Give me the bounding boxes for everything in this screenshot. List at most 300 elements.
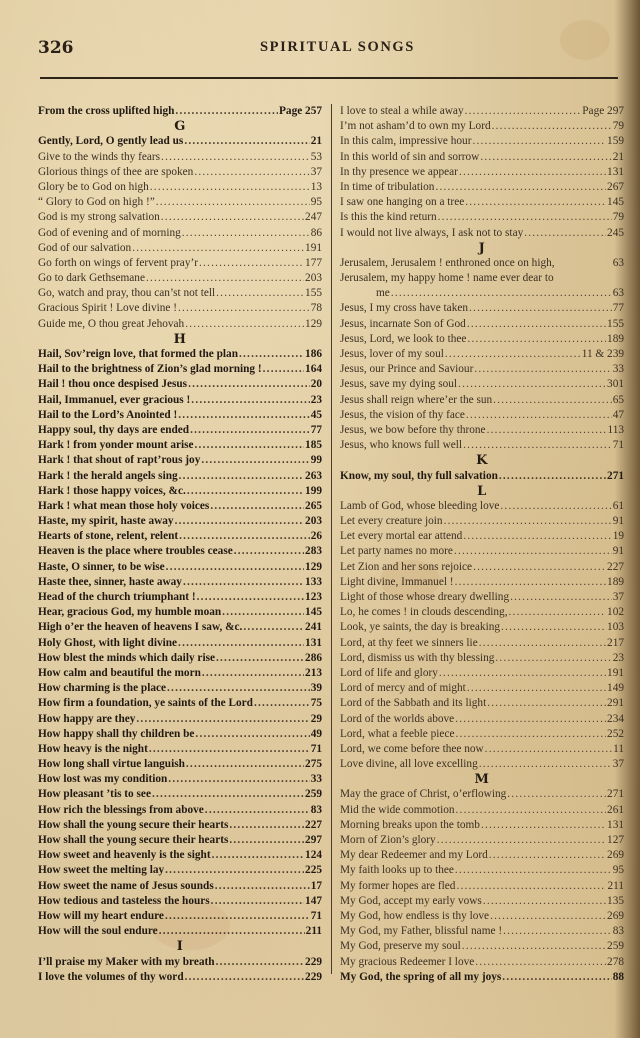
index-entry <box>340 119 624 134</box>
index-entry <box>340 286 624 301</box>
hymn-title: Haste, my spirit, haste away <box>38 515 174 528</box>
index-entry <box>38 134 322 149</box>
index-entry <box>340 696 624 711</box>
dot-leader <box>185 317 304 332</box>
dot-leader <box>186 757 304 772</box>
hymn-title: Lord, at thy feet we sinners lie <box>340 636 478 649</box>
dot-leader <box>492 119 612 134</box>
index-entry <box>38 408 322 423</box>
page-reference: 79 <box>612 211 624 224</box>
page-reference: 129 <box>305 560 322 573</box>
index-entry <box>340 879 624 894</box>
page-reference: 17 <box>310 879 322 892</box>
page-reference: 135 <box>607 894 624 907</box>
dot-leader <box>201 453 309 468</box>
index-entry <box>340 909 624 924</box>
index-entry <box>340 134 624 149</box>
dot-leader <box>469 301 612 316</box>
page-reference: 265 <box>305 499 322 512</box>
page-reference: 21 <box>612 150 624 163</box>
dot-leader <box>182 226 310 241</box>
index-entry <box>38 529 322 544</box>
dot-leader <box>195 438 305 453</box>
dot-leader <box>175 104 278 119</box>
page-reference: 77 <box>310 423 322 436</box>
dot-leader <box>178 636 304 651</box>
index-column-left <box>38 104 322 985</box>
index-entry <box>340 666 624 681</box>
dot-leader <box>263 362 304 377</box>
dot-leader <box>222 605 304 620</box>
dot-leader <box>175 514 304 529</box>
hymn-title: How will my heart endure <box>38 909 164 922</box>
hymn-title: Give to the winds thy fears <box>38 150 161 163</box>
hymn-title: How long shall virtue languish <box>38 758 185 771</box>
dot-leader <box>503 924 612 939</box>
dot-leader <box>524 226 606 241</box>
dot-leader <box>459 165 606 180</box>
running-title: SPIRITUAL SONGS <box>260 39 415 55</box>
index-entry <box>340 362 624 377</box>
hymn-title: Jesus, save my dying soul <box>340 378 458 391</box>
index-entry <box>340 712 624 727</box>
dot-leader <box>455 863 612 878</box>
section-letter: M <box>474 772 490 788</box>
dot-leader <box>466 408 612 423</box>
section-letter: I <box>176 939 184 955</box>
page-reference: 75 <box>310 697 322 710</box>
page-reference: 86 <box>310 226 322 239</box>
index-entry <box>340 955 624 970</box>
dot-leader <box>229 818 304 833</box>
hymn-title: High o’er the heaven of heavens I saw, &c. <box>38 621 243 634</box>
dot-leader <box>500 499 611 514</box>
page-reference: 113 <box>607 423 624 436</box>
section-letter: H <box>173 331 187 347</box>
index-entry <box>38 620 322 635</box>
page-reference: 227 <box>305 818 322 831</box>
hymn-title: Lord, we come before thee now <box>340 742 484 755</box>
hymn-title: How happy shall thy children be <box>38 727 195 740</box>
dot-leader <box>190 423 310 438</box>
page-reference: 155 <box>607 317 624 330</box>
hymn-title: Holy Ghost, with light divine <box>38 636 178 649</box>
index-entry <box>340 271 624 286</box>
hymn-title: “ Glory to God on high !” <box>38 196 155 209</box>
index-entry <box>340 332 624 347</box>
dot-leader <box>191 393 309 408</box>
page-reference: 123 <box>305 591 322 603</box>
index-entry <box>38 499 322 514</box>
hymn-title: Head of the church triumphant ! <box>38 591 196 603</box>
page-reference: 129 <box>305 317 322 330</box>
page-reference: 164 <box>305 363 322 376</box>
index-entry <box>38 651 322 666</box>
page-reference: 278 <box>607 955 624 968</box>
dot-leader <box>195 727 309 742</box>
page-reference: 189 <box>607 575 624 588</box>
index-entry <box>38 727 322 742</box>
page-reference: 45 <box>310 408 322 421</box>
hymn-title: How shall the young secure their hearts <box>38 834 229 846</box>
index-entry <box>38 833 322 848</box>
page-reference: 211 <box>607 879 624 892</box>
index-entry <box>340 894 624 909</box>
page-reference: 79 <box>612 120 624 133</box>
index-entry <box>340 590 624 605</box>
index-entry <box>340 150 624 165</box>
page-reference: 213 <box>305 666 322 679</box>
index-entry <box>340 636 624 651</box>
page-reference: 203 <box>305 515 322 528</box>
page-reference: 203 <box>305 272 322 285</box>
dot-leader <box>473 560 606 575</box>
page-reference: 63 <box>612 256 624 269</box>
hymn-title: My God, accept my early vows <box>340 894 482 907</box>
dot-leader <box>495 651 611 666</box>
hymn-title: Light of those whose dreary dwelling <box>340 591 510 603</box>
dot-leader <box>166 560 304 575</box>
column-divider <box>331 104 332 974</box>
hymn-title: Know, my soul, thy full salvation <box>340 469 498 482</box>
hymn-title: How lost was my condition <box>38 773 168 786</box>
hymn-title: Jerusalem, my happy home ! name ever dear to <box>340 272 554 285</box>
hymn-title: Lord of life and glory <box>340 666 438 679</box>
hymn-title: Haste thee, sinner, haste away <box>38 575 182 588</box>
hymn-title: I saw one hanging on a tree <box>340 196 465 209</box>
hymn-title: Hark ! from yonder mount arise <box>38 439 194 452</box>
index-entry <box>38 453 322 468</box>
page-reference: 269 <box>607 909 624 922</box>
dot-leader <box>391 286 612 301</box>
page-reference: 37 <box>612 758 624 771</box>
page-reference: 23 <box>612 651 624 664</box>
page-reference: 271 <box>607 788 624 801</box>
hymn-title: My dear Redeemer and my Lord <box>340 849 488 862</box>
page-reference: 127 <box>607 834 624 846</box>
hymn-title: Hail to the brightness of Zion’s glad morning ! <box>38 363 262 376</box>
dot-leader <box>455 727 606 742</box>
dot-leader <box>216 286 304 301</box>
dot-leader <box>210 499 304 514</box>
page-reference: 83 <box>310 803 322 816</box>
index-entry <box>38 909 322 924</box>
hymn-title: How sweet the melting lay <box>38 864 165 877</box>
hymn-title: Hail to the Lord’s Anointed ! <box>38 408 178 421</box>
page-reference: 271 <box>607 469 624 482</box>
hymn-title: How blest the minds which daily rise <box>38 651 215 664</box>
page-reference: 88 <box>612 970 624 983</box>
page-reference: 227 <box>607 560 624 573</box>
page-reference: 241 <box>305 621 322 634</box>
index-entry <box>38 787 322 802</box>
hymn-title: Lord of the worlds above <box>340 712 455 725</box>
page-reference: 11 & 239 <box>581 348 624 360</box>
index-entry <box>340 787 624 802</box>
hymn-title: Go, watch and pray, thou can’st not tell <box>38 287 216 300</box>
dot-leader <box>229 833 304 848</box>
hymn-title: My God, my Father, blissful name ! <box>340 925 503 938</box>
page-reference: 49 <box>310 727 322 740</box>
hymn-title: In thy presence we appear <box>340 165 458 178</box>
hymn-title: I love to steal a while away <box>340 105 464 117</box>
dot-leader <box>234 544 304 559</box>
page-reference: Page 297 <box>582 105 624 117</box>
hymn-title: Heaven is the place where troubles cease <box>38 545 233 558</box>
index-entry <box>340 939 624 954</box>
index-entry <box>38 241 322 256</box>
index-entry <box>340 681 624 696</box>
hymn-title: Hearts of stone, relent, relent <box>38 530 179 543</box>
page-reference: 103 <box>607 621 624 634</box>
dot-leader <box>456 879 606 894</box>
index-entry <box>38 605 322 620</box>
dot-leader <box>465 104 582 119</box>
page-reference: 33 <box>310 773 322 786</box>
dot-leader <box>179 529 310 544</box>
index-entry <box>38 469 322 484</box>
hymn-title: God of our salvation <box>38 241 132 254</box>
page-reference: 91 <box>612 515 624 528</box>
page-reference: 229 <box>305 970 322 983</box>
dot-leader <box>188 377 310 392</box>
hymn-title: How shall the young secure their hearts <box>38 818 229 831</box>
hymn-title: I’ll praise my Maker with my breath <box>38 955 215 968</box>
page-reference: 177 <box>305 256 322 269</box>
page-reference: 102 <box>607 606 624 619</box>
dot-leader <box>178 301 310 316</box>
dot-leader <box>467 681 606 696</box>
dot-leader <box>474 362 611 377</box>
page-reference: 211 <box>305 925 322 938</box>
index-entry <box>340 393 624 408</box>
dot-leader <box>487 423 607 438</box>
page-reference: 71 <box>310 909 322 922</box>
hymn-title: Hark ! the herald angels sing <box>38 469 178 482</box>
index-entry <box>340 544 624 559</box>
page-reference: 91 <box>612 545 624 558</box>
index-entry <box>340 970 624 985</box>
index-entry <box>38 256 322 271</box>
page-reference: 297 <box>305 834 322 846</box>
page-reference: 131 <box>607 818 624 831</box>
dot-leader <box>205 803 310 818</box>
index-entry <box>340 742 624 757</box>
hymn-title: Jerusalem, Jerusalem ! enthroned once on high, <box>340 256 555 269</box>
dot-leader <box>136 712 309 727</box>
hymn-title: How rich the blessings from above <box>38 803 204 816</box>
page-reference: 65 <box>612 393 624 406</box>
index-entry <box>340 529 624 544</box>
page-reference: 95 <box>310 196 322 209</box>
index-entry <box>38 393 322 408</box>
page-reference: 301 <box>607 378 624 391</box>
dot-leader <box>493 393 612 408</box>
dot-leader <box>444 514 612 529</box>
page-reference: 263 <box>305 469 322 482</box>
dot-leader <box>437 833 606 848</box>
hymn-title: How happy are they <box>38 712 136 725</box>
hymn-title: Hail ! thou once despised Jesus <box>38 378 188 391</box>
dot-leader <box>435 180 606 195</box>
header-rule <box>40 77 618 79</box>
hymn-title: Morn of Zion’s glory <box>340 834 436 846</box>
dot-leader <box>165 909 310 924</box>
page-reference: 191 <box>607 666 624 679</box>
page-reference: 37 <box>612 591 624 603</box>
index-entry <box>38 970 322 985</box>
hymn-title: Let every mortal ear attend <box>340 530 463 543</box>
dot-leader <box>439 666 606 681</box>
hymn-title: My former hopes are fled <box>340 879 456 892</box>
dot-leader <box>467 317 606 332</box>
hymn-title: Hark ! those happy voices, &c. <box>38 484 186 497</box>
hymn-title: How heavy is the night <box>38 742 148 755</box>
hymn-title: Hear, gracious God, my humble moan <box>38 606 222 619</box>
hymn-title: Love divine, all love excelling <box>340 758 478 771</box>
page-reference: 13 <box>310 180 322 193</box>
index-entry <box>340 226 624 241</box>
hymn-title: Let every creature join <box>340 515 443 528</box>
hymn-title: I’m not asham’d to own my Lord <box>340 120 491 133</box>
index-entry <box>340 469 624 484</box>
dot-leader <box>475 955 606 970</box>
page-reference: 283 <box>305 545 322 558</box>
hymn-title: God of evening and of morning <box>38 226 181 239</box>
page-reference: 147 <box>305 894 322 907</box>
dot-leader <box>502 970 611 985</box>
index-entry <box>340 560 624 575</box>
index-entry <box>38 271 322 286</box>
dot-leader <box>480 150 611 165</box>
page-reference: 131 <box>305 636 322 649</box>
dot-leader <box>179 469 304 484</box>
hymn-title: Haste, O sinner, to be wise <box>38 560 165 573</box>
index-entry <box>340 180 624 195</box>
index-entry <box>38 863 322 878</box>
hymn-title: My faith looks up to thee <box>340 864 454 877</box>
hymn-title: How sweet and heavenly is the sight <box>38 849 211 862</box>
hymn-title: Lamb of God, whose bleeding love <box>340 499 500 512</box>
page-reference: 245 <box>607 226 624 239</box>
index-entry <box>38 347 322 362</box>
index-entry <box>340 863 624 878</box>
index-entry <box>340 347 624 362</box>
dot-leader <box>499 469 606 484</box>
page-reference: 39 <box>310 682 322 695</box>
section-letter: G <box>174 119 186 135</box>
hymn-title: How calm and beautiful the morn <box>38 666 201 679</box>
page-reference: 189 <box>607 332 624 345</box>
page-reference: 217 <box>607 636 624 649</box>
hymn-title: My God, the spring of all my joys <box>340 970 502 983</box>
index-entry <box>340 408 624 423</box>
dot-leader <box>507 787 606 802</box>
page-reference: 23 <box>310 393 322 406</box>
dot-leader <box>159 924 305 939</box>
hymn-title: Morning breaks upon the tomb <box>340 818 480 831</box>
index-entry <box>340 757 624 772</box>
dot-leader <box>483 894 606 909</box>
hymn-title: Lord of mercy and of might <box>340 682 466 695</box>
hymn-title: In time of tribulation <box>340 180 435 193</box>
hymn-title: Lord, what a feeble piece <box>340 727 455 740</box>
dot-leader <box>487 696 606 711</box>
dot-leader <box>202 666 304 681</box>
page-reference: 26 <box>310 530 322 543</box>
dot-leader <box>456 803 607 818</box>
hymn-title: Jesus, lover of my soul <box>340 348 444 360</box>
hymn-title: Jesus shall reign where’er the sun <box>340 393 493 406</box>
page-reference: 259 <box>305 788 322 801</box>
hymn-title: Look, ye saints, the day is breaking <box>340 621 501 634</box>
index-entry <box>340 651 624 666</box>
index-entry <box>38 317 322 332</box>
page-reference: 95 <box>612 864 624 877</box>
dot-leader <box>161 150 310 165</box>
dot-leader <box>185 970 304 985</box>
page-reference: 159 <box>607 135 624 148</box>
hymn-title: Go to dark Gethsemane <box>38 272 145 285</box>
dot-leader <box>467 332 606 347</box>
index-entry <box>38 104 322 119</box>
dot-leader <box>149 742 310 757</box>
hymn-title: Let party names no more <box>340 545 453 558</box>
hymn-title: How firm a foundation, ye saints of the Lord <box>38 697 253 710</box>
page-reference: 149 <box>607 682 624 695</box>
dot-leader <box>168 772 309 787</box>
index-entry <box>38 666 322 681</box>
dot-leader <box>150 180 310 195</box>
hymn-title: Gently, Lord, O gently lead us <box>38 135 184 148</box>
index-entry <box>340 317 624 332</box>
dot-leader <box>216 955 304 970</box>
index-entry <box>38 362 322 377</box>
hymn-title: Hail, Sov’reign love, that formed the plan <box>38 348 238 360</box>
hymn-title: My God, how endless is thy love <box>340 909 490 922</box>
page-reference: 261 <box>607 803 624 816</box>
page-reference: 29 <box>310 712 322 725</box>
index-entry <box>340 256 624 271</box>
dot-leader <box>463 529 611 544</box>
page-reference: 225 <box>305 864 322 877</box>
section-letter: L <box>477 483 487 499</box>
page-reference: Page 257 <box>279 105 322 117</box>
page-reference: 47 <box>612 408 624 421</box>
dot-leader <box>187 484 304 499</box>
index-entry <box>340 499 624 514</box>
page-reference: 259 <box>607 940 624 953</box>
dot-leader <box>445 347 581 362</box>
page-reference: 61 <box>612 499 624 512</box>
index-entry <box>38 286 322 301</box>
hymn-title: Go forth on wings of fervent pray’r <box>38 256 198 269</box>
index-entry <box>38 575 322 590</box>
dot-leader <box>510 590 612 605</box>
page-reference: 124 <box>305 849 322 862</box>
index-entry <box>38 712 322 727</box>
dot-leader <box>152 787 304 802</box>
index-entry <box>38 180 322 195</box>
index-entry <box>340 195 624 210</box>
hymn-title: me <box>376 287 390 300</box>
page-reference: 71 <box>612 439 624 452</box>
page-reference: 252 <box>607 727 624 740</box>
index-entry <box>38 165 322 180</box>
dot-leader <box>211 894 304 909</box>
page-reference: 269 <box>607 849 624 862</box>
index-entry <box>38 195 322 210</box>
